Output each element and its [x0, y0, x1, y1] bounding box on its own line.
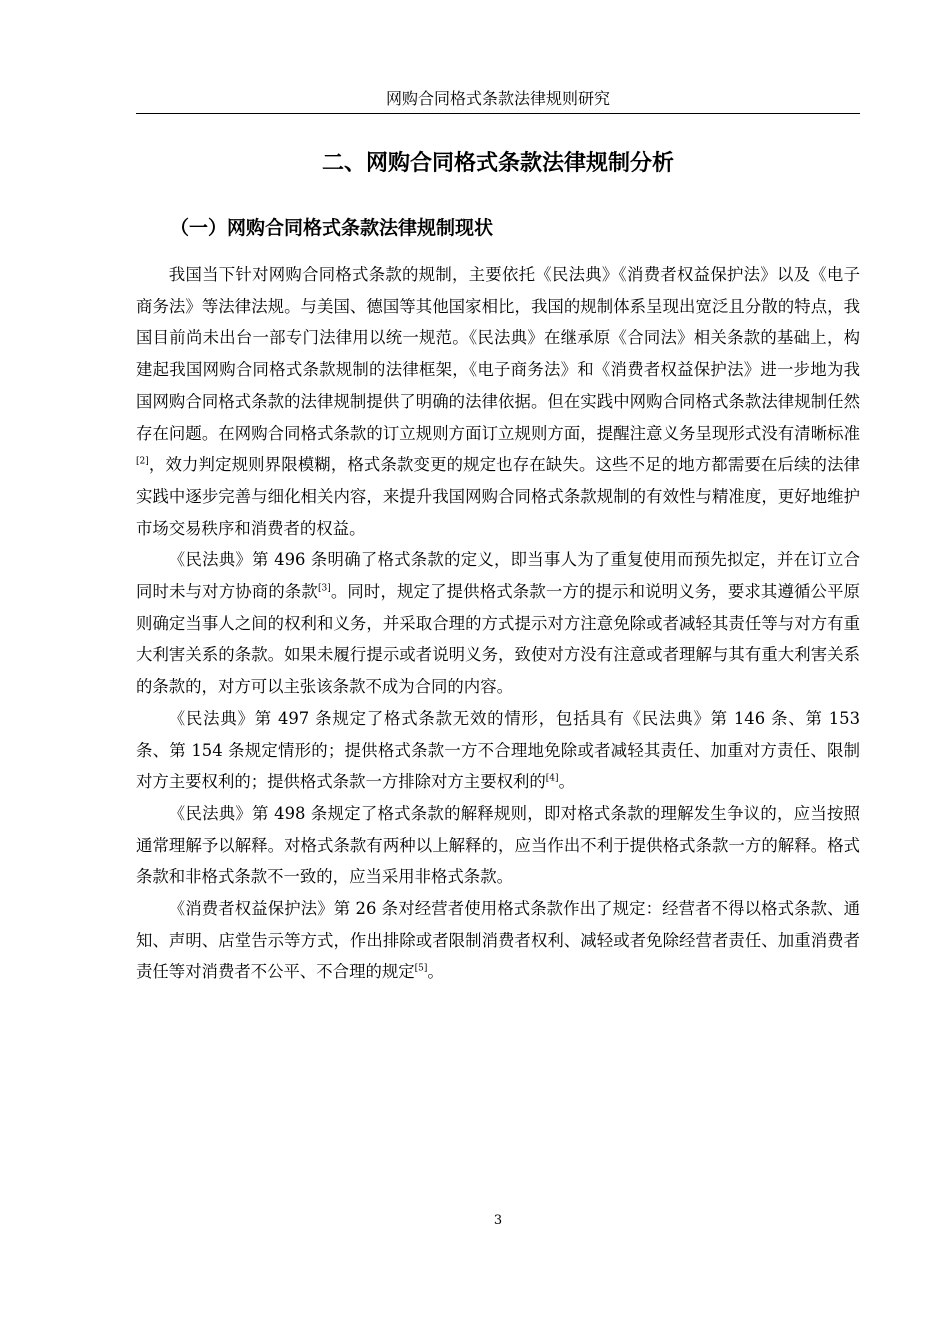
- paragraph-text: 《消费者权益保护法》第 26 条对经营者使用格式条款作出了规定：经营者不得以格式条款、通知、声明、店堂告示等方式，作出排除或者限制消费者权利、减轻或者免除经营者责任、加重消费者责任等对消费者不公平、不合理的规定: [136, 899, 860, 982]
- paragraph-4: [136, 798, 860, 893]
- paragraph-text: 《民法典》第 498 条规定了格式条款的解释规则，即对格式条款的理解发生争议的，应当按照通常理解予以解释。对格式条款有两种以上解释的，应当作出不利于提供格式条款一方的解释。格式条款和非格式条款不一致的，应当采用非格式条款。: [136, 803, 860, 887]
- paragraph-text: 《民法典》第 497 条规定了格式条款无效的情形，包括具有《民法典》第 146 条、第 153 条、第 154 条规定情形的；提供格式条款一方不合理地免除或者减轻其责任、加重对方责任、限制对方主要权利的；提供格式条款一方排除对方主要权利的: [136, 708, 860, 792]
- paragraph-text: ，效力判定规则界限模糊，格式条款变更的规定也存在缺失。这些不足的地方都需要在后续的法律实践中逐步完善与细化相关内容，来提升我国网购合同格式条款规制的有效性与精准度，更好地维护市场交易秩序和消费者的权益。: [136, 455, 860, 538]
- body-text: [136, 259, 860, 988]
- header-divider: [136, 113, 860, 114]
- chapter-title: 二、网购合同格式条款法律规制分析: [321, 151, 674, 176]
- paragraph-text: 。: [558, 772, 575, 792]
- citation-marker: [4]: [545, 773, 559, 784]
- page-number: 3: [493, 1213, 503, 1228]
- paragraph-text: 。: [427, 962, 444, 982]
- paragraph-2: [136, 544, 860, 703]
- paragraph-text: 。同时，规定了提供格式条款一方的提示和说明义务，要求其遵循公平原则确定当事人之间的权利和义务，并采取合理的方式提示对方注意免除或者减轻其责任等与对方有重大利害关系的条款。如果未履行提示或者说明义务，致使对方没有注意或者理解与其有重大利害关系的条款的，对方可以主张该条款不成为合同的内容。: [136, 582, 861, 697]
- running-header: 网购合同格式条款法律规则研究: [385, 89, 610, 108]
- paragraph-text: 《民法典》第 496 条明确了格式条款的定义，即当事人为了重复使用而预先拟定，并在订立合同时未与对方协商的条款: [136, 550, 860, 602]
- section-title: （一）网购合同格式条款法律规制现状: [170, 217, 494, 239]
- citation-marker: [3]: [317, 583, 331, 594]
- paragraph-5: [136, 893, 860, 988]
- citation-marker: [5]: [414, 964, 428, 974]
- paragraph-3: [136, 703, 860, 798]
- paragraph-1: [136, 259, 860, 544]
- paragraph-text: 我国当下针对网购合同格式条款的规制，主要依托《民法典》《消费者权益保护法》以及《电子商务法》等法律法规。与美国、德国等其他国家相比，我国的规制体系呈现出宽泛且分散的特点，我国目前尚未出台一部专门法律用以统一规范。《民法典》在继承原《合同法》相关条款的基础上，构建起我国网购合同格式条款规制的法律框架，《电子商务法》和《消费者权益保护法》进一步地为我国网购合同格式条款的法律规制提供了明确的法律依据。但在实践中网购合同格式条款法律规制任然存在问题。在网购合同格式条款的订立规则方面订立规则方面，提醒注意义务呈现形式没有清晰标准: [136, 265, 860, 443]
- citation-marker: [2]: [136, 456, 149, 467]
